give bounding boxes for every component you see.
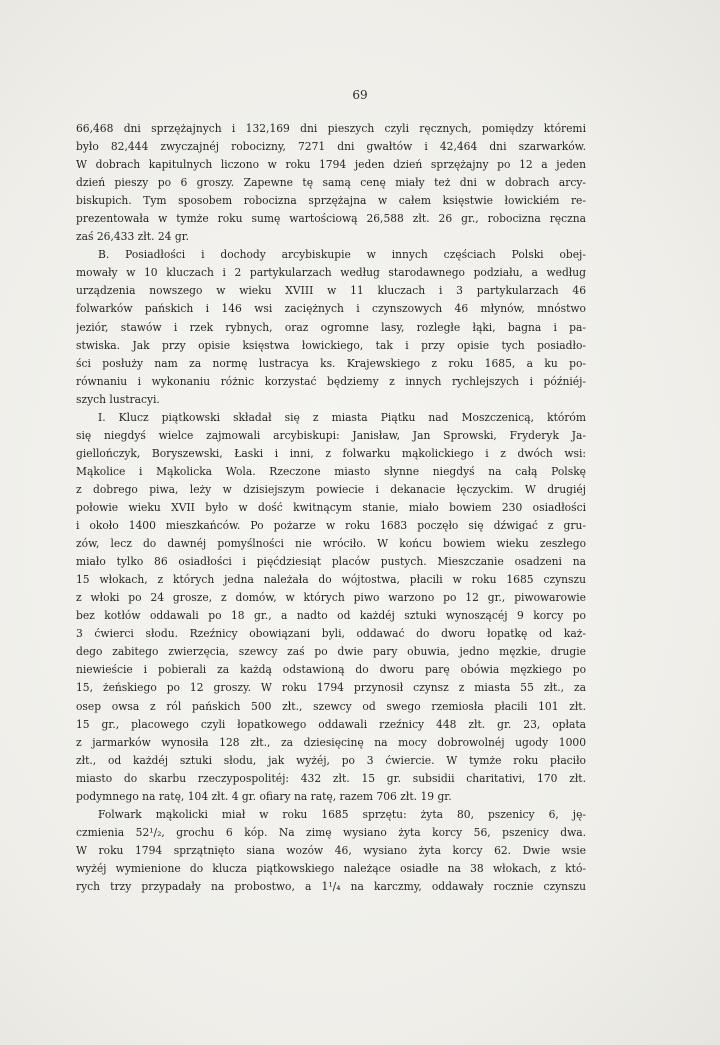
text-line: wyżéj wymienione do klucza piątkowskiego należące osiadłe na 38 włokach, z któ- <box>76 861 586 875</box>
text-line: miało tylko 86 osiadłości i pięćdziesiąt placów pustych. Mieszczanie osadzeni na <box>76 555 586 569</box>
text-line: szych lustracyi. <box>76 392 160 406</box>
text-line: 3 ćwierci słodu. Rzeźnicy obowiązani byli, oddawać do dworu łopatkę od każ- <box>76 627 586 641</box>
text-line: było 82,444 zwyczajnéj robocizny, 7271 dni gwałtów i 42,464 dni szarwarków. <box>76 140 586 154</box>
text-line: zów, lecz do dawnéj pomyślności nie wróciło. W końcu bowiem wieku zeszłego <box>76 537 586 551</box>
text-line: z jarmarków wynosiła 128 złt., za dziesięcinę na mocy dobrowolnéj ugody 1000 <box>76 735 586 749</box>
text-line: podymnego na ratę, 104 złt. 4 gr. ofiary na ratę, razem 706 złt. 19 gr. <box>76 789 452 803</box>
text-line: z dobrego piwa, leży w dzisiejszym powiecie i dekanacie łęczyckim. W drugiéj <box>76 482 586 496</box>
text-line: i około 1400 mieszkańców. Po pożarze w roku 1683 poczęło się dźwigać z gru- <box>76 519 586 533</box>
text-line: mowały w 10 kluczach i 2 partykularzach według starodawnego podziału, a według <box>76 266 586 280</box>
text-line: 15, żeńskiego po 12 groszy. W roku 1794 przynosił czynsz z miasta 55 złt., za <box>76 681 586 695</box>
text-line: giellończyk, Boryszewski, Łaski i inni, z folwarku mąkolickiego i z dwóch wsi: <box>76 446 586 460</box>
body-text <box>76 120 586 896</box>
text-line: 15 gr., placowego czyli łopatkowego oddawali rzeźnicy 448 złt. gr. 23, opłata <box>76 717 586 731</box>
text-line: połowie wieku XVII było w dość kwitnącym stanie, miało bowiem 230 osiadłości <box>76 500 586 514</box>
text-line: zaś 26,433 złt. 24 gr. <box>76 230 190 244</box>
page-number: 69 <box>352 88 368 102</box>
text-line: Mąkolice i Mąkolicka Wola. Rzeczone miasto słynne niegdyś na całą Polskę <box>76 464 586 478</box>
text-line: I. Klucz piątkowski składał się z miasta Piątku nad Moszczenicą, któróm <box>98 410 586 424</box>
text-line: ści posłuży nam za normę lustracya ks. Krajewskiego z roku 1685, a ku po- <box>76 356 586 370</box>
text-line: niewieście i pobierali za każdą odstawioną do dworu parę obówia męzkiego po <box>76 663 586 677</box>
text-line: Folwark mąkolicki miał w roku 1685 sprzętu: żyta 80, pszenicy 6, ję- <box>98 807 586 821</box>
text-line: W dobrach kapitulnych liczono w roku 1794 jeden dzień sprzężajny po 12 a jeden <box>76 158 586 172</box>
text-line: bez kotłów oddawali po 18 gr., a nadto od każdéj sztuki wynoszącéj 9 korcy po <box>76 609 586 623</box>
text-line: dzień pieszy po 6 groszy. Zapewne tę samą cenę miały też dni w dobrach arcy- <box>76 176 586 190</box>
text-line: się niegdyś wielce zajmowali arcybiskupi: Janisław, Jan Sprowski, Fryderyk Ja- <box>76 428 586 442</box>
text-line: stwiska. Jak przy opisie księstwa łowickiego, tak i przy opisie tych posiadło- <box>76 338 586 352</box>
text-line: jeziór, stawów i rzek rybnych, oraz ogromne lasy, rozległe łąki, bagna i pa- <box>76 320 586 334</box>
text-line: osep owsa z ról pańskich 500 złt., szewcy od swego rzemiosła płacili 101 złt. <box>76 699 586 713</box>
text-line: 66,468 dni sprzężajnych i 132,169 dni pieszych czyli ręcznych, pomiędzy któremi <box>76 122 586 135</box>
text-line: urządzenia nowszego w wieku XVIII w 11 kluczach i 3 partykularzach 46 <box>76 284 586 298</box>
text-line: dego zabitego zwierzęcia, szewcy zaś po dwie pary obuwia, jedno męzkie, drugie <box>76 645 586 659</box>
text-line: rych trzy przypadały na probostwo, a 1¹/₄ na karczmy, oddawały rocznie czynszu <box>76 879 586 893</box>
text-line: prezentowała w tymże roku sumę wartościową 26,588 złt. 26 gr., robocizna ręczna <box>76 212 586 226</box>
text-line: biskupich. Tym sposobem robocizna sprzężajna w całem księstwie łowickiém re- <box>76 194 586 208</box>
text-line: B. Posiadłości i dochody arcybiskupie w innych częściach Polski obej- <box>98 248 586 262</box>
text-line: 15 włokach, z których jedna należała do wójtostwa, płacili w roku 1685 czynszu <box>76 573 586 587</box>
text-line: czmienia 52¹/₂, grochu 6 kóp. Na zimę wysiano żyta korcy 56, pszenicy dwa. <box>76 825 586 839</box>
text-line: równaniu i wykonaniu różnic korzystać będziemy z innych rychlejszych i późniéj- <box>76 374 586 388</box>
text-line: miasto do skarbu rzeczypospolitéj: 432 złt. 15 gr. subsidii charitativi, 170 złt. <box>76 771 586 785</box>
text-line: W roku 1794 sprzątnięto siana wozów 46, wysiano żyta korcy 62. Dwie wsie <box>76 843 586 857</box>
text-line: z włoki po 24 grosze, z domów, w których piwo warzono po 12 gr., piwowarowie <box>76 591 586 605</box>
text-line: złt., od każdéj sztuki słodu, jak wyżéj, po 3 ćwiercie. W tymże roku płaciło <box>76 753 586 767</box>
text-line: folwarków pańskich i 146 wsi zaciężnych i czynszowych 46 młynów, mnóstwo <box>76 302 586 316</box>
